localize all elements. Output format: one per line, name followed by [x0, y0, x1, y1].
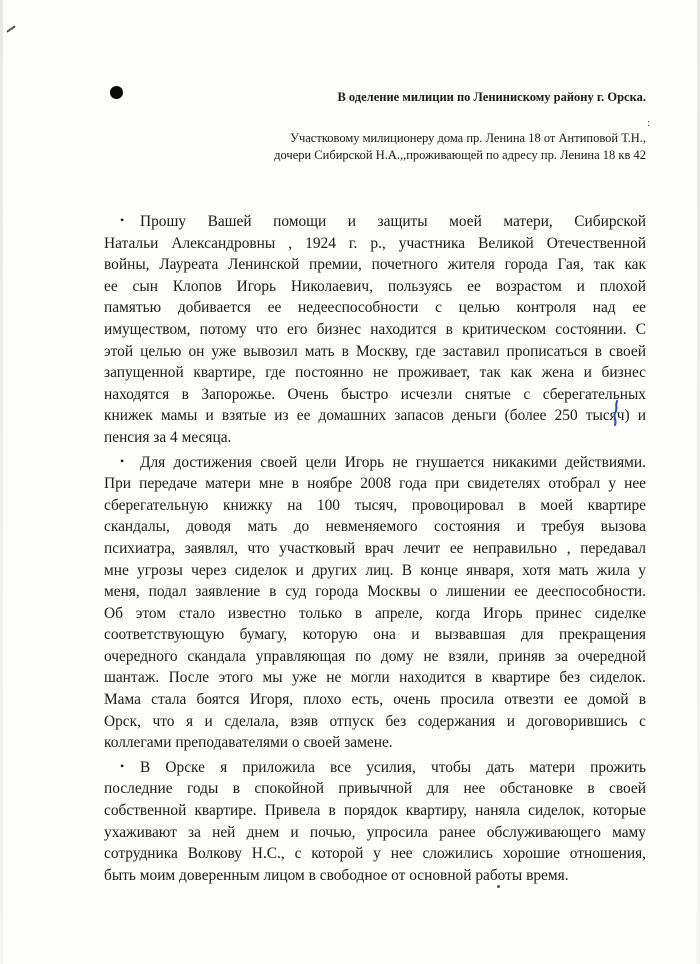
line-text: очередного скандала управляющая по дому не взяли, приняв за очередной	[104, 647, 646, 665]
text-line	[104, 473, 646, 495]
addressee-line: Участковому милиционеру дома пр. Ленина 18 от Антиповой Т.Н.,	[290, 131, 646, 145]
text-line	[104, 843, 646, 865]
line-text: меня, подал заявление в суд города Москвы о лишении ее дееспособности.	[104, 583, 646, 601]
text-line	[104, 711, 646, 733]
addressee-line: дочери Сибирской Н.А.,,проживающей по адресу пр. Ленина 18 кв 42	[274, 148, 646, 162]
line-text: пенсия за 4 месяца.	[104, 428, 232, 446]
text-line	[104, 516, 646, 538]
text-line	[104, 495, 646, 517]
line-text: мне угрозы через сиделок и других лиц. В конце января, хотя мать жила у	[104, 561, 646, 579]
line-text: соответствующую бумагу, которую она и вызвавшая для прекращения	[104, 626, 646, 644]
paragraph	[104, 756, 646, 887]
text-line	[104, 297, 646, 319]
text-line	[104, 689, 646, 711]
text-line	[104, 667, 646, 689]
bullet-icon: •	[120, 453, 125, 468]
line-text: Орск, что я и сделала, взяв отпуск без содержания и договорившись с	[104, 712, 646, 730]
line-text: последние годы в спокойной привычной для нее обстановке в своей	[104, 780, 646, 798]
line-text: Натальи Александровны , 1924 г. р., участника Великой Отечественной	[104, 234, 646, 252]
scan-artifact	[6, 25, 15, 32]
text-line	[104, 427, 646, 449]
text-line	[104, 865, 646, 887]
text-line	[104, 210, 646, 233]
line-text: Прошу Вашей помощи и защиты моей матери, Сибирской	[140, 213, 646, 230]
bullet-icon: •	[120, 758, 125, 773]
line-text: коллегами преподавателями о своей замене.	[104, 734, 393, 752]
text-line	[104, 800, 646, 822]
document-heading: В оделение милиции по Ленинискому району г. Орска.	[337, 90, 646, 104]
line-text: психиатра, заявлял, что участковый врач лечит ее неправильно , передавал	[104, 539, 646, 557]
text-line	[104, 560, 646, 582]
text-line	[104, 341, 646, 363]
scan-speck	[497, 885, 500, 888]
text-line	[104, 405, 646, 427]
line-text: ее сын Клопов Игорь Николаевич, пользуясь ее возрастом и плохой	[104, 277, 646, 295]
addressee-block	[274, 130, 646, 164]
bullet-icon: •	[120, 213, 125, 227]
line-text: Мама стала боятся Игоря, плохо есть, очень просила отвезти ее домой в	[104, 691, 646, 709]
text-line	[104, 384, 646, 406]
text-line	[104, 276, 646, 298]
text-line	[104, 451, 646, 474]
paragraph	[104, 210, 646, 449]
line-text: книжек мамы и взятые из ее домашних запасов деньги (более 250 тысяч) и	[104, 407, 646, 425]
scan-edge-left	[0, 0, 3, 964]
text-line	[104, 778, 646, 800]
line-text: ухаживают за ней днем и почью, упросила ранее обслуживающего маму	[104, 823, 646, 841]
text-line	[104, 581, 646, 603]
line-text: находятся в Запорожье. Очень быстро исчезли снятые с сберегательных	[104, 385, 646, 403]
text-line	[104, 538, 646, 560]
text-line	[104, 233, 646, 255]
text-line	[104, 319, 646, 341]
paragraph	[104, 451, 646, 754]
text-line	[104, 624, 646, 646]
text-line	[104, 603, 646, 625]
line-text: шантаж. После этого мы уже не могли находится в квартире без сиделок.	[104, 669, 646, 687]
line-text: собственной квартире. Привела в порядок квартиру, наняла сиделок, которые	[104, 802, 646, 820]
text-line	[104, 362, 646, 384]
line-text: быть моим доверенным лицом в свободное от основной работы время.	[104, 866, 569, 884]
text-line	[104, 254, 646, 276]
line-text: Об этом стало известно только в апреле, когда Игорь принес сиделке	[104, 604, 646, 622]
pen-correction-mark	[612, 400, 620, 426]
punch-hole	[110, 86, 123, 99]
text-line	[104, 646, 646, 668]
line-text: скандалы, доводя мать до невменяемого состояния и требуя вызова	[104, 518, 646, 536]
line-text: В Орске я приложила все усилия, чтобы дать матери прожить	[140, 758, 646, 776]
line-text: При передаче матери мне в ноябре 2008 года при свидетелях отобрал у нее	[104, 475, 646, 493]
scan-speck: :	[647, 118, 650, 129]
line-text: сотрудника Волкову Н.С., с которой у нее сложились хорошие отношения,	[104, 845, 646, 863]
line-text: памятью добивается ее недееспособности с целью контроля над ее	[104, 299, 646, 317]
line-text: запущенной квартире, где постоянно не проживает, так как жена и бизнес	[104, 364, 646, 382]
line-text: сберегательную книжку на 100 тысяч, провоцировал в моей квартире	[104, 496, 646, 514]
line-text: имуществом, потому что его бизнес находится в критическом состоянии. С	[104, 320, 646, 338]
line-text: Для достижения своей цели Игорь не гнушается никакими действиями.	[140, 453, 646, 471]
letter-body	[104, 210, 646, 886]
text-line	[104, 756, 646, 779]
text-line	[104, 732, 646, 754]
text-line	[104, 822, 646, 844]
line-text: войны, Лауреата Ленинской премии, почетного жителя города Гая, так как	[104, 256, 646, 274]
line-text: этой целью он уже вывозил мать в Москву, где заставил прописаться в своей	[104, 342, 646, 360]
